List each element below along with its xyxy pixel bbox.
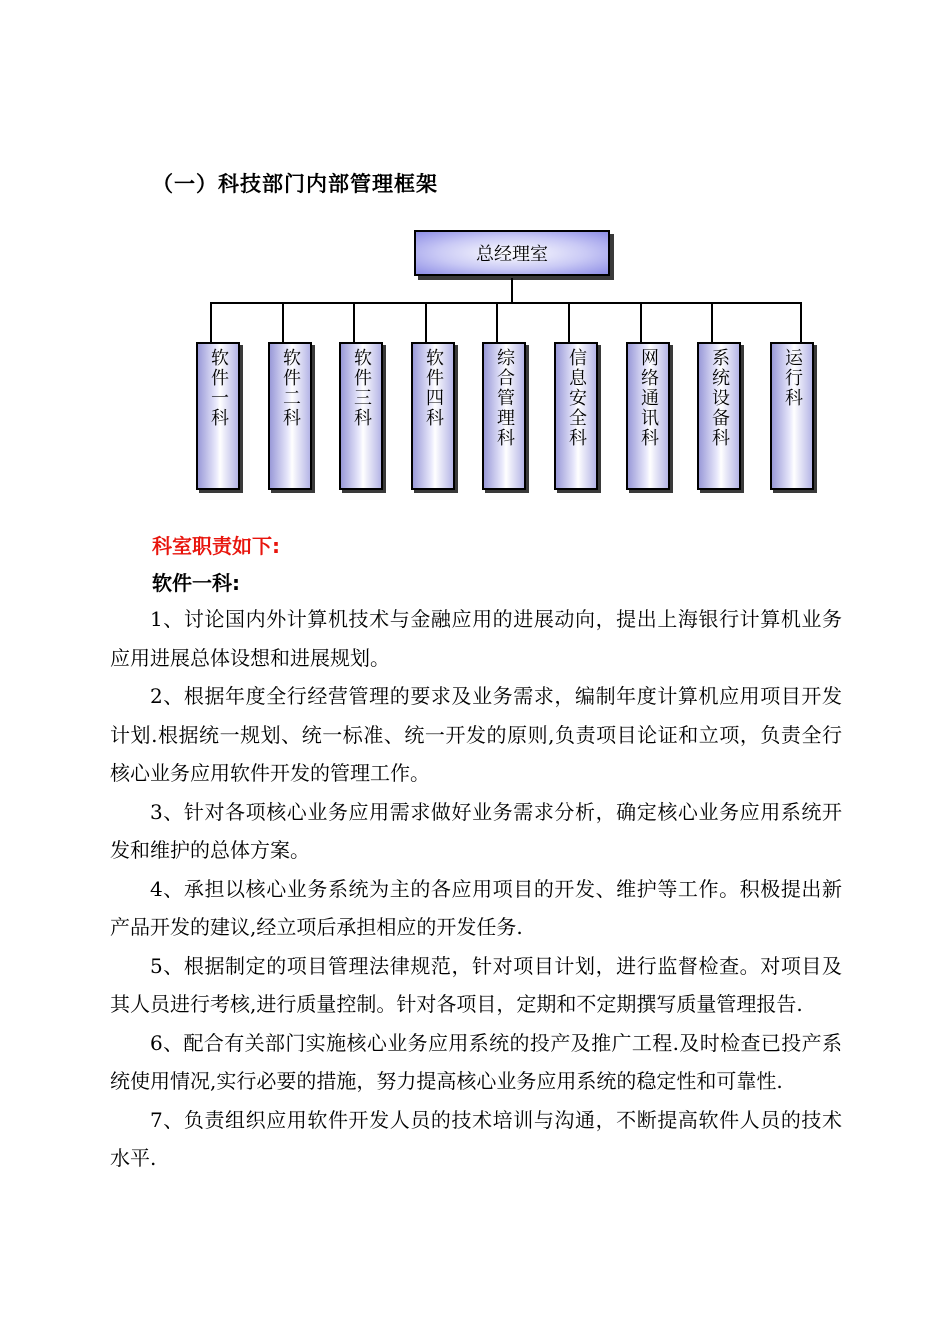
dept-box-software-4 [411,342,455,490]
dept-label: 软件三科 [351,348,372,428]
dept-label: 软件四科 [423,348,444,428]
org-branch-line [640,302,642,342]
org-branch-line [711,302,713,342]
duty-paragraph: 7、负责组织应用软件开发人员的技术培训与沟通，不断提高软件人员的技术水平. [110,1107,842,1170]
org-top-box: 总经理室 [414,230,610,276]
dept-box-system-equipment [697,342,741,490]
duties-list [110,600,842,1178]
dept-box-software-1 [196,342,240,490]
dept-box-software-2 [268,342,312,490]
dept-label: 系统设备科 [709,348,730,448]
org-branch-line [282,302,284,342]
dept-box-information-security [554,342,598,490]
duty-paragraph: 2、根据年度全行经营管理的要求及业务需求，编制年度计算机应用项目开发计划.根据统一规划、统一标准、统一开发的原则,负责项目论证和立项，负责全行核心业务应用软件开发的管理工作。 [110,684,842,785]
duty-paragraph: 1、讨论国内外计算机技术与金融应用的进展动向，提出上海银行计算机业务应用进展总体设想和进展规划。 [110,607,842,670]
org-branch-line [800,302,802,342]
dept-box-operations [770,342,814,490]
org-chart [0,0,950,520]
org-branch-line [210,302,212,342]
section-title: （一）科技部门内部管理框架 [152,172,438,196]
duty-paragraph: 6、配合有关部门实施核心业务应用系统的投产及推广工程.及时检查已投产系统使用情况,实行必要的措施，努力提高核心业务应用系统的稳定性和可靠性. [110,1030,842,1093]
duty-paragraph: 4、承担以核心业务系统为主的各应用项目的开发、维护等工作。积极提出新产品开发的建议,经立项后承担相应的开发任务. [110,876,842,939]
duties-heading: 科室职责如下: [152,534,280,558]
dept-label: 信息安全科 [566,348,587,448]
duty-paragraph: 3、针对各项核心业务应用需求做好业务需求分析，确定核心业务应用系统开发和维护的总体方案。 [110,799,842,862]
duty-paragraph: 5、根据制定的项目管理法律规范，针对项目计划，进行监督检查。对项目及其人员进行考核,进行质量控制。针对各项目，定期和不定期撰写质量管理报告. [110,953,842,1016]
dept-label: 运行科 [782,348,803,408]
dept-label: 软件一科 [208,348,229,428]
dept-heading: 软件一科: [152,571,240,595]
org-branch-line [496,302,498,342]
dept-label: 网络通讯科 [638,348,659,448]
org-horizontal-line [210,302,802,304]
org-branch-line [425,302,427,342]
dept-box-software-3 [339,342,383,490]
dept-box-network-communication [626,342,670,490]
dept-label: 综合管理科 [494,348,515,448]
dept-label: 软件二科 [280,348,301,428]
org-trunk-line [511,278,513,303]
org-branch-line [568,302,570,342]
dept-box-general-management [482,342,526,490]
org-branch-line [353,302,355,342]
